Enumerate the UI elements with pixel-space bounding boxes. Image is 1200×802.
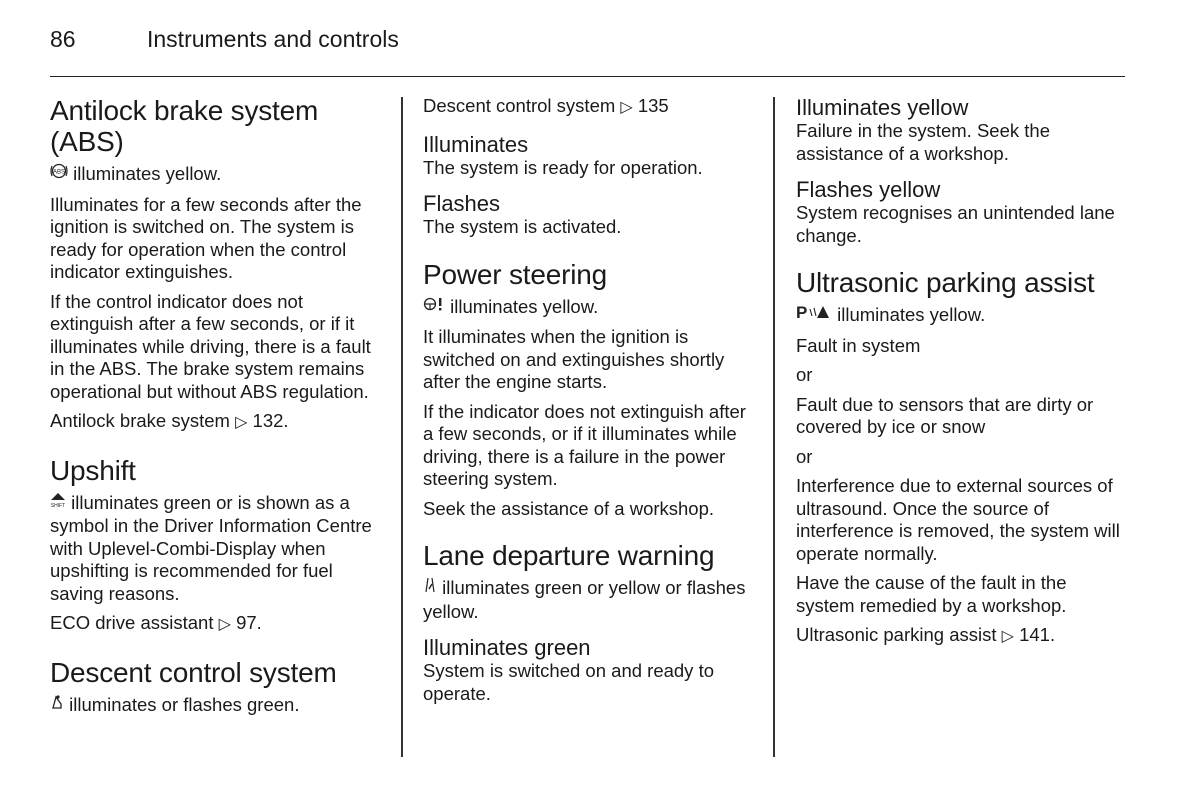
upshift-cross-reference: ECO drive assistant ▷ 97. [50, 612, 262, 633]
svg-text:ABS: ABS [52, 169, 66, 176]
lane-departure-indicator-text: illuminates green or yellow or flashes yellow. [423, 577, 746, 622]
parking-assist-indicator-text: P illuminates yellow. [796, 304, 1128, 328]
lane-departure-icon [423, 577, 437, 601]
power-steering-paragraph-2: If the indicator does not extinguish after a few seconds, or if it illuminates while driving, there is a failure in the power steering system. [423, 400, 746, 489]
power-steering-icon [423, 296, 445, 320]
parking-remedy: Have the cause of the fault in the system remedied by a workshop. [796, 572, 1067, 616]
page-number: 86 [50, 26, 76, 52]
column-2 [423, 95, 759, 712]
parking-cross-reference: Ultrasonic parking assist ▷ 141. [796, 624, 1056, 645]
subheading-flashes-yellow: Flashes yellow [796, 177, 941, 202]
power-steering-paragraph-3: Seek the assistance of a workshop. [423, 497, 715, 519]
power-steering-indicator-text: illuminates yellow. [423, 296, 759, 320]
column-1 [50, 95, 382, 724]
parking-fault-3: Interference due to external sources of ultrasound. Once the source of interference is removed, the system will operate normally. [796, 475, 1120, 564]
section-title-descent-control: Descent control system [50, 656, 337, 688]
descent-control-icon [50, 694, 64, 718]
subheading-illuminates-yellow: Illuminates yellow [796, 95, 969, 120]
illuminates-text: The system is ready for operation. [423, 156, 703, 178]
abs-cross-reference: Antilock brake system ▷ 132. [50, 410, 289, 431]
column-divider [401, 97, 403, 757]
page-ref-icon: ▷ [218, 616, 231, 633]
page-ref-icon: ▷ [1001, 628, 1014, 645]
descent-control-text: illuminates or flashes green. [50, 694, 382, 718]
parking-fault-1: Fault in system [796, 334, 921, 356]
svg-text:P: P [796, 304, 808, 320]
abs-paragraph-2: If the control indicator does not extinguish after a few seconds, or if it illuminates while driving, there is a fault in the ABS. The brake system remains operational but without ABS regulation. [50, 290, 371, 402]
flashes-text: The system is activated. [423, 216, 622, 237]
section-title-parking-assist: Ultrasonic parking assist [796, 267, 1095, 298]
parking-assist-icon [796, 304, 832, 328]
chapter-title: Instruments and controls [147, 26, 399, 52]
illuminates-yellow-text: Failure in the system. Seek the assistance of a workshop. [796, 120, 1050, 164]
subheading-flashes: Flashes [423, 191, 501, 216]
upshift-icon [50, 492, 66, 516]
flashes-yellow-text: System recognises an unintended lane change. [796, 202, 1115, 246]
svg-text:SHIFT: SHIFT [50, 502, 66, 508]
parking-fault-2: Fault due to sensors that are dirty or covered by ice or snow [796, 393, 1094, 437]
page-ref-icon: ▷ [235, 414, 248, 431]
page-header [50, 26, 1125, 77]
abs-indicator-text: ABS illuminates yellow. [50, 163, 382, 187]
section-title-abs: Antilock brake system (ABS) [50, 95, 319, 157]
abs-icon [50, 163, 68, 187]
illuminates-green-text: System is switched on and ready to operate. [423, 660, 715, 704]
upshift-text: SHIFT illuminates green or is shown as a symbol in the Driver Information Centre with Uplevel-Combi-Display when upshifting is recommended for fuel saving reasons. [50, 491, 372, 604]
subheading-illuminates-green: Illuminates green [423, 635, 591, 660]
page-ref-icon: ▷ [620, 99, 633, 116]
parking-or-1: or [796, 364, 813, 385]
parking-or-2: or [796, 445, 813, 467]
column-3 [796, 95, 1128, 656]
column-divider [773, 97, 775, 757]
descent-cross-reference: Descent control system ▷ 135 [423, 95, 669, 116]
power-steering-paragraph-1: It illuminates when the ignition is switched on and extinguishes shortly after the engine starts. [423, 326, 725, 392]
section-title-power-steering: Power steering [423, 258, 607, 290]
abs-paragraph-1: Illuminates for a few seconds after the ignition is switched on. The system is ready for operation when the control indicator extinguishes. [50, 193, 362, 282]
section-title-upshift: Upshift [50, 454, 136, 486]
subheading-illuminates: Illuminates [423, 131, 529, 157]
section-title-lane-departure: Lane departure warning [423, 540, 715, 571]
